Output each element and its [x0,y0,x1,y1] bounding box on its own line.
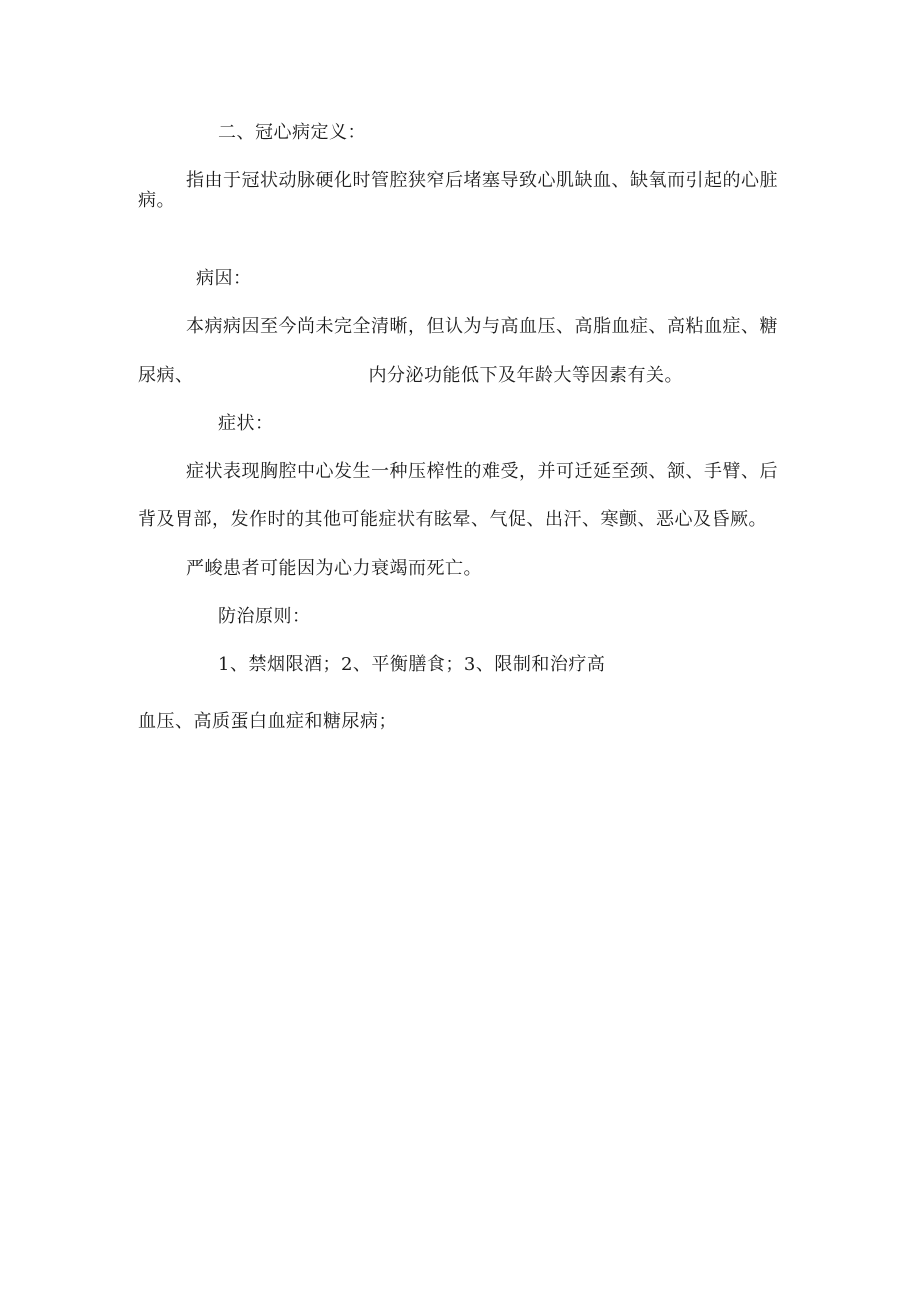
symptom-heading: 症状： [218,413,274,434]
severe-case-text: 严峻患者可能因为心力衰竭而死亡。 [186,558,482,579]
symptom-text-line-2: 背及胃部，发作时的其他可能症状有眩晕、气促、出汗、寒颤、恶心及昏厥。 [138,509,767,530]
cause-text-line-2 [138,364,683,388]
cause-text-line-1: 本病病因至今尚未完全清晰，但认为与高血压、高脂血症、高粘血症、糖 [186,316,778,337]
symptom-text-line-1: 症状表现胸腔中心发生一种压榨性的难受，并可迁延至颈、颔、手臂、后 [186,461,778,482]
prevention-text-line-2: 血压、高质蛋白血症和糖尿病； [138,711,397,732]
definition-text-line-1: 指由于冠状动脉硬化时管腔狭窄后堵塞导致心肌缺血、缺氧而引起的心脏 [186,170,778,191]
prevention-text-line-1: 1、禁烟限酒；2、平衡膳食；3、限制和治疗高 [218,654,606,675]
cause-text-line-2-start: 尿病、 [138,365,194,386]
definition-heading: 二、冠心病定义： [218,122,366,143]
definition-text-line-2: 病。 [138,190,175,211]
cause-text-line-2-end: 内分泌功能低下及年龄大等因素有关。 [368,365,683,386]
cause-heading: 病因： [196,268,252,289]
prevention-heading: 防治原则： [218,606,311,627]
